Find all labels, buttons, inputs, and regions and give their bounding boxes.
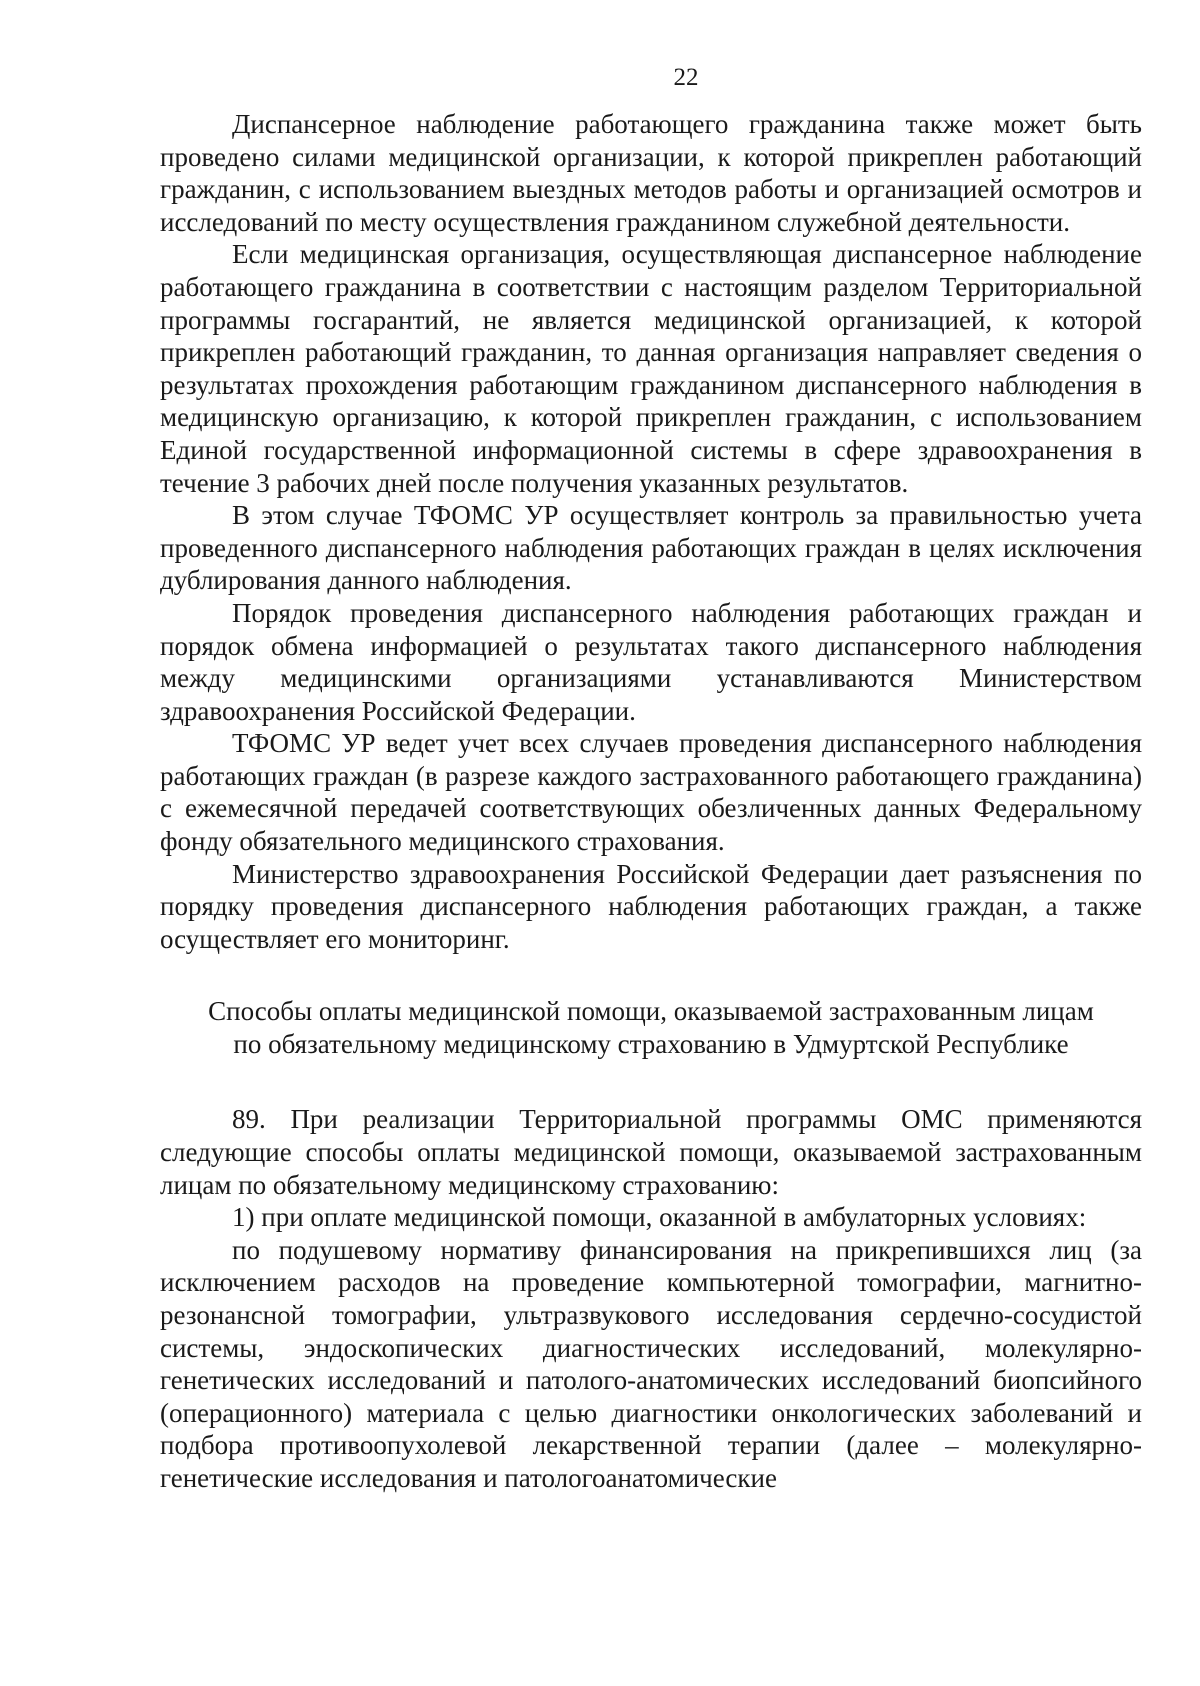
paragraph-subitem-1: 1) при оплате медицинской помощи, оказанной в амбулаторных условиях:	[232, 1202, 1087, 1233]
paragraph-capitation: по подушевому нормативу финансирования на прикрепившихся лиц (за исключением расходов на проведение компьютерной томографии, магнитно-резонансной томографии, ультразвукового исследования сердечно-сосудистой системы, эндоскопических диагностических исследований, молекулярно-генетических исследований и патолого-анатомических исследований биопсийного (операционного) материала с целью диагностики онкологических заболеваний и подбора противоопухолевой лекарственной терапии (далее – молекулярно-генетические исследования и патологоанатомические	[160, 1234, 1142, 1493]
paragraph-results-transfer: Если медицинская организация, осуществляющая диспансерное наблюдение работающего гражданина в соответствии с настоящим разделом Территориальной программы госгарантий, не является медицинской организацией, к которой прикреплен работающий гражданин, то данная организация направляет сведения о результатах прохождения работающим гражданином диспансерного наблюдения в медицинскую организацию, к которой прикреплен гражданин, с использованием Единой государственной информационной системы в сфере здравоохранения в течение 3 рабочих дней после получения указанных результатов.	[160, 239, 1142, 498]
paragraph-tfoms-accounting: ТФОМС УР ведет учет всех случаев проведения диспансерного наблюдения работающих граждан (в разрезе каждого застрахованного работающего гражданина) с ежемесячной передачей соответствующих обезличенных данных Федеральному фонду обязательного медицинского страхования.	[160, 728, 1142, 857]
section-heading	[160, 995, 1142, 1061]
page-number: 22	[673, 64, 699, 91]
paragraph-item-89: 89. При реализации Территориальной программы ОМС применяются следующие способы оплаты медицинской помощи, оказываемой застрахованным лицам по обязательному медицинскому страхованию:	[160, 1104, 1142, 1200]
document-page	[160, 62, 1142, 1495]
paragraph-dispensary-outreach: Диспансерное наблюдение работающего гражданина также может быть проведено силами медицинской организации, к которой прикреплен работающий гражданин, с использованием выездных методов работы и организацией осмотров и исследований по месту осуществления гражданином служебной деятельности.	[160, 109, 1142, 237]
paragraph-ministry-clarifications: Министерство здравоохранения Российской Федерации дает разъяснения по порядку проведения диспансерного наблюдения работающих граждан, а также осуществляет его мониторинг.	[160, 858, 1142, 954]
section-heading-line-2: по обязательному медицинскому страхованию в Удмуртской Республике	[233, 1029, 1069, 1060]
paragraph-tfoms-control: В этом случае ТФОМС УР осуществляет контроль за правильностью учета проведенного диспансерного наблюдения работающих граждан в целях исключения дублирования данного наблюдения.	[160, 500, 1142, 596]
section-heading-line-1: Способы оплаты медицинской помощи, оказываемой застрахованным лицам	[208, 996, 1094, 1027]
paragraph-procedure-order: Порядок проведения диспансерного наблюдения работающих граждан и порядок обмена информацией о результатах такого диспансерного наблюдения между медицинскими организациями устанавливаются Министерством здравоохранения Российской Федерации.	[160, 597, 1142, 726]
